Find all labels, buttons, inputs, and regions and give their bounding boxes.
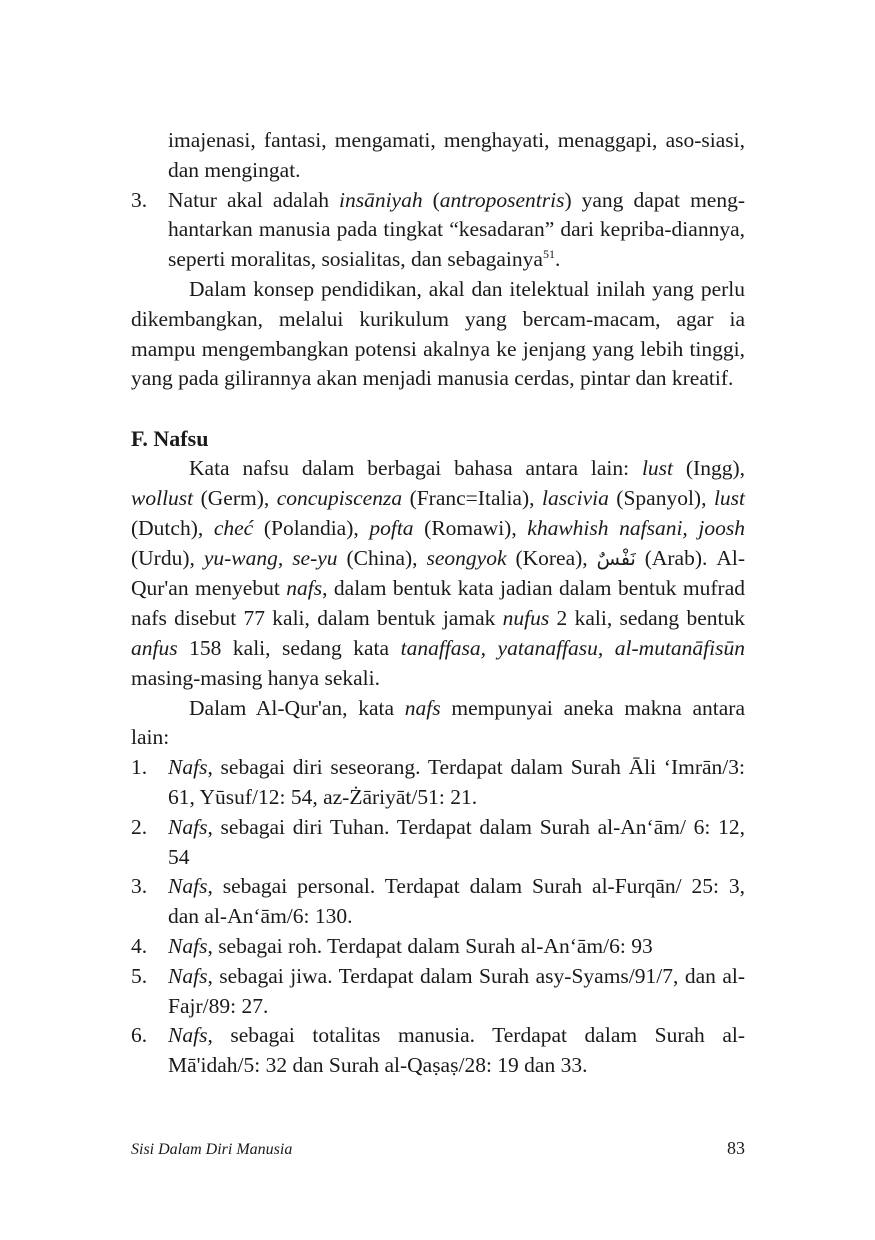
italic-term: nufus <box>502 606 550 631</box>
text-run: Dalam Al-Qur'an, kata <box>189 695 405 720</box>
list-continuation: imajenasi, fantasi, mengamati, menghayati, menaggapi, aso-siasi, dan mengingat. <box>168 128 745 182</box>
text-run: mempunyai aneka makna antara lain: <box>131 695 745 750</box>
text-run: (China), <box>337 545 427 570</box>
list-number: 4. <box>131 933 148 958</box>
italic-term: concupiscenza <box>276 485 403 510</box>
list-item <box>131 813 745 873</box>
list-text <box>168 813 745 873</box>
list-number: 1. <box>131 755 148 780</box>
list-text <box>168 1021 745 1081</box>
italic-term: cheć <box>213 515 254 540</box>
list-text <box>168 932 745 962</box>
text-run: (Germ), <box>193 485 277 510</box>
list-item <box>131 872 745 932</box>
list-item <box>131 962 745 1022</box>
italic-term: Nafs <box>168 755 208 780</box>
text-run: 2 kali, sedang bentuk <box>549 606 745 631</box>
italic-term: Nafs <box>168 874 208 899</box>
list-item <box>131 753 745 813</box>
paragraph-nafsu <box>131 454 745 693</box>
list-item <box>131 1021 745 1081</box>
list-item-3 <box>131 186 745 275</box>
text-run: , sebagai diri Tuhan. Terdapat dalam Surah al-An‘ām/ 6: 12, 54 <box>168 814 745 869</box>
text-run: (Arab). Al-Qur'an menyebut <box>131 545 745 601</box>
italic-term: yu-wang, se-yu <box>203 545 338 570</box>
text-run: . <box>554 247 561 272</box>
text-run: , sebagai jiwa. Terdapat dalam Surah asy-Syams/91/7, dan al-Fajr/89: 27. <box>168 963 745 1018</box>
list-text <box>168 962 745 1022</box>
text-run: Natur akal adalah <box>168 187 339 212</box>
italic-term: antroposentris <box>439 187 565 212</box>
arabic-word: نَفْسٌ <box>596 547 636 570</box>
meaning-list <box>131 753 745 1081</box>
list-text <box>168 753 745 813</box>
text-run: (Urdu), <box>131 545 204 570</box>
text-run: 158 kali, sedang kata <box>177 635 401 660</box>
page-footer <box>131 1138 745 1159</box>
list-item <box>131 932 745 962</box>
text-run: (Ingg), <box>673 456 745 481</box>
italic-term: wollust <box>131 485 194 510</box>
italic-term: anfus <box>131 635 178 660</box>
text-run: , sebagai roh. Terdapat dalam Surah al-An‘ām/6: 93 <box>207 933 653 958</box>
running-title: Sisi Dalam Diri Manusia <box>131 1141 293 1158</box>
list-number: 3. <box>131 874 148 899</box>
list-number: 3. <box>131 187 148 212</box>
page-number: 83 <box>727 1138 745 1158</box>
italic-term: nafs <box>404 695 441 720</box>
list-number: 2. <box>131 814 148 839</box>
italic-term: insāniyah <box>338 187 423 212</box>
text-run: , sebagai totalitas manusia. Terdapat dalam Surah al-Mā'idah/5: 32 dan Surah al-Qaṣaṣ/28: 19 dan 33. <box>168 1023 745 1078</box>
text-run: (Dutch), <box>131 515 214 540</box>
list-number: 6. <box>131 1023 148 1048</box>
text-run: (Polandia), <box>253 515 370 540</box>
list-number: 5. <box>131 963 148 988</box>
italic-term: khawhish nafsani, joosh <box>527 515 745 540</box>
paragraph-akal: Dalam konsep pendidikan, akal dan itelektual inilah yang perlu dikembangkan, melalui kurikulum yang bercam-macam, agar ia mampu mengembangkan potensi akalnya ke jenjang yang lebih tinggi, yang pada gilirannya akan menjadi manusia cerdas, pintar dan kreatif. <box>131 276 745 391</box>
italic-term: lust <box>641 456 674 481</box>
text-run: (Korea), <box>506 545 597 570</box>
section-heading: F. Nafsu <box>131 426 209 452</box>
text-run: , dalam bentuk kata jadian dalam bentuk mufrad nafs disebut 77 kali, dalam bentuk jamak <box>131 576 745 631</box>
text-run: (Spanyol), <box>608 485 714 510</box>
text-run: ( <box>422 187 440 212</box>
text-run: (Romawi), <box>413 515 528 540</box>
italic-term: nafs <box>286 576 323 601</box>
italic-term: lust <box>713 485 746 510</box>
italic-term: lascivia <box>541 485 609 510</box>
italic-term: Nafs <box>168 814 208 839</box>
text-run: (Franc=Italia), <box>402 485 542 510</box>
text-run: masing-masing hanya sekali. <box>131 665 380 690</box>
italic-term: pofta <box>369 515 414 540</box>
italic-term: Nafs <box>168 963 208 988</box>
italic-term: Nafs <box>168 933 208 958</box>
page-body <box>131 126 745 1081</box>
footnote-ref[interactable]: 51 <box>542 247 555 262</box>
italic-term: tanaffasa, yatanaffasu, al-mutanāfisūn <box>400 635 745 660</box>
italic-term: Nafs <box>168 1023 208 1048</box>
text-run: , sebagai diri seseorang. Terdapat dalam Surah Āli ‘Imrān/3: 61, Yūsuf/12: 54, az-Żāriyāt/51: 21. <box>168 755 745 809</box>
text-run: ) yang dapat meng-hantarkan manusia pada tingkat “kesadaran” dari kepriba-diannya, seperti moralitas, sosialitas, dan sebagainya <box>168 187 745 272</box>
paragraph-makna <box>131 694 745 754</box>
list-text <box>168 872 745 932</box>
list-text <box>168 186 745 275</box>
text-run: Kata nafsu dalam berbagai bahasa antara lain: <box>189 456 642 481</box>
italic-term: seongyok <box>426 545 507 570</box>
text-run: , sebagai personal. Terdapat dalam Surah al-Furqān/ 25: 3, dan al-An‘ām/6: 130. <box>168 874 745 929</box>
